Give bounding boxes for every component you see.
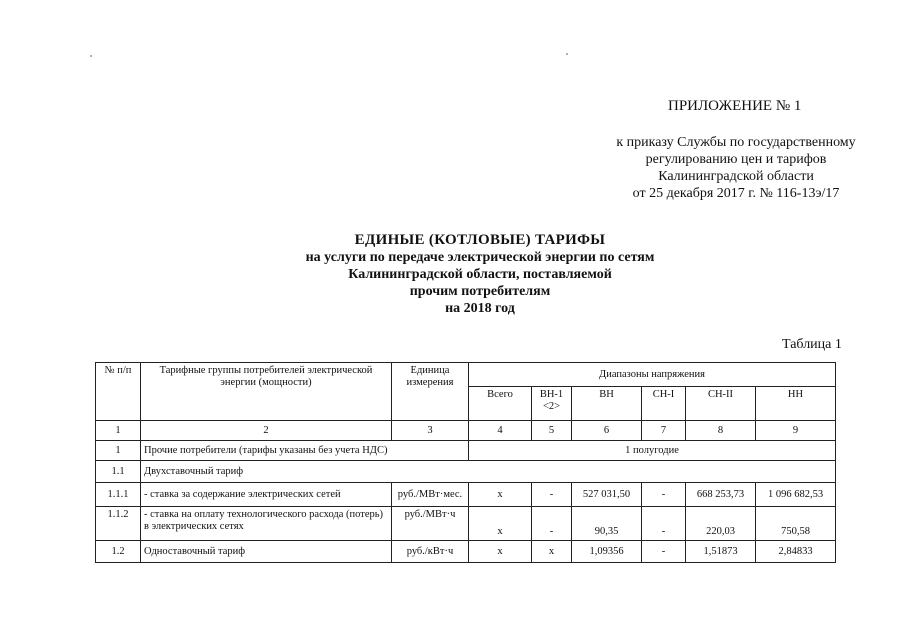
- order-line: к приказу Службы по государственному: [616, 135, 856, 150]
- table-row: [96, 541, 836, 563]
- value-sn1: -: [642, 507, 686, 541]
- col-number: 2: [141, 421, 392, 441]
- value-vn: 527 031,50: [572, 483, 642, 507]
- header-col-sn2: СН-II: [686, 387, 756, 421]
- col-number: 5: [532, 421, 572, 441]
- section-label: Прочие потребители (тарифы указаны без учета НДС): [141, 441, 469, 461]
- title-line: на 2018 год: [445, 301, 515, 316]
- row-label: - ставка за содержание электрических сетей: [141, 483, 392, 507]
- header-col-nn: НН: [756, 387, 836, 421]
- row-unit: руб./кВт·ч: [392, 541, 469, 563]
- header-col-sn1: СН-I: [642, 387, 686, 421]
- title-line: на услуги по передаче электрической энергии по сетям: [305, 250, 655, 265]
- document-title: [230, 232, 730, 317]
- table-row: [96, 483, 836, 507]
- order-line: от 25 декабря 2017 г. № 116-13э/17: [632, 186, 840, 201]
- order-line: регулированию цен и тарифов: [645, 152, 827, 167]
- row-num: 1: [96, 441, 141, 461]
- header-col-vn: ВН: [572, 387, 642, 421]
- header-voltage-ranges: Диапазоны напряжения: [469, 363, 836, 387]
- row-num: 1.1: [96, 461, 141, 483]
- col-number: 4: [469, 421, 532, 441]
- header-num: № п/п: [96, 363, 141, 421]
- row-unit: руб./МВт·мес.: [392, 483, 469, 507]
- value-vn: 1,09356: [572, 541, 642, 563]
- table-label: Таблица 1: [782, 337, 842, 352]
- appendix-title: ПРИЛОЖЕНИЕ № 1: [668, 98, 802, 114]
- value-total: x: [469, 483, 532, 507]
- order-line: Калининградской области: [658, 169, 814, 184]
- value-total: x: [469, 507, 532, 541]
- row-num: 1.1.2: [96, 507, 141, 541]
- scan-speck: [566, 53, 568, 55]
- header-row: [96, 363, 836, 387]
- header-col-total: Всего: [469, 387, 532, 421]
- row-label: - ставка на оплату технологического расхода (потерь) в электрических сетях: [141, 507, 392, 541]
- value-sn1: -: [642, 541, 686, 563]
- value-total: x: [469, 541, 532, 563]
- period-label: 1 полугодие: [469, 441, 836, 461]
- value-sn1: -: [642, 483, 686, 507]
- col-number: 9: [756, 421, 836, 441]
- row-num: 1.1.1: [96, 483, 141, 507]
- col-number: 7: [642, 421, 686, 441]
- value-sn2: 1,51873: [686, 541, 756, 563]
- section-row: [96, 441, 836, 461]
- title-line: ЕДИНЫЕ (КОТЛОВЫЕ) ТАРИФЫ: [354, 232, 606, 248]
- header-unit: Единица измерения: [392, 363, 469, 421]
- title-line: Калининградской области, поставляемой: [348, 267, 612, 282]
- value-sn2: 668 253,73: [686, 483, 756, 507]
- value-sn2: 220,03: [686, 507, 756, 541]
- scan-speck: [90, 55, 92, 57]
- table-row: [96, 507, 836, 541]
- value-vn1: -: [532, 507, 572, 541]
- value-vn1: x: [532, 541, 572, 563]
- header-group: Тарифные группы потребителей электрической энергии (мощности): [141, 363, 392, 421]
- value-vn1: -: [532, 483, 572, 507]
- numbering-row: [96, 421, 836, 441]
- col-number: 6: [572, 421, 642, 441]
- row-label: Двухставочный тариф: [141, 461, 836, 483]
- table-row: [96, 461, 836, 483]
- value-nn: 750,58: [756, 507, 836, 541]
- row-num: 1.2: [96, 541, 141, 563]
- tariff-table: [95, 362, 836, 563]
- col-number: 1: [96, 421, 141, 441]
- row-unit: руб./МВт·ч: [392, 507, 469, 541]
- col-number: 8: [686, 421, 756, 441]
- value-vn: 90,35: [572, 507, 642, 541]
- header-col-vn1: ВН-1 <2>: [532, 387, 572, 421]
- title-line: прочим потребителям: [409, 284, 551, 299]
- value-nn: 2,84833: [756, 541, 836, 563]
- value-nn: 1 096 682,53: [756, 483, 836, 507]
- col-number: 3: [392, 421, 469, 441]
- row-label: Одноставочный тариф: [141, 541, 392, 563]
- order-reference: [596, 134, 876, 202]
